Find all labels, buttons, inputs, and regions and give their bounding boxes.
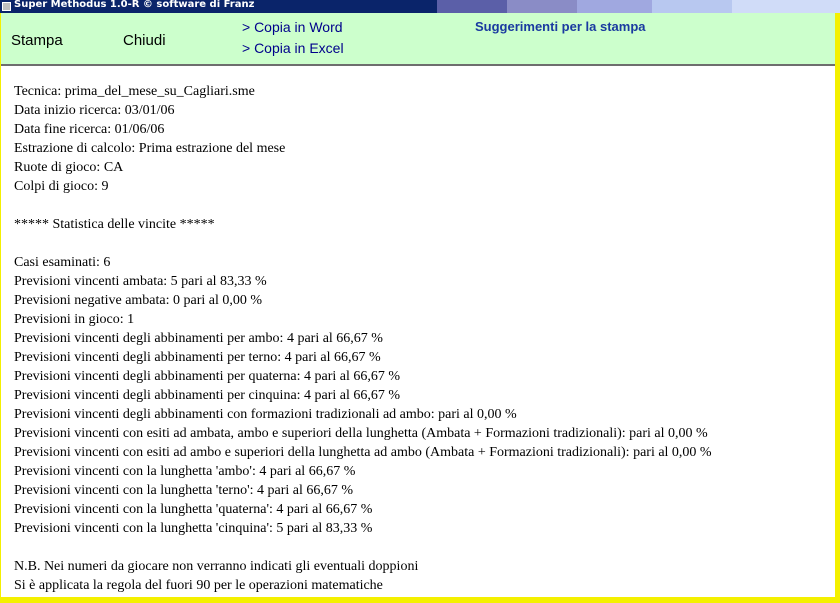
title-bar-segment: [507, 0, 577, 13]
title-bar: [0, 0, 840, 13]
report-line: [14, 196, 712, 215]
report-line: Colpi di gioco: 9: [14, 179, 109, 194]
title-bar-segment: [652, 0, 732, 13]
report-line: Previsioni vincenti con la lunghetta 'quaterna': 4 pari al 66,67 %: [14, 502, 373, 517]
title-bar-segment: [577, 0, 652, 13]
copy-to-excel-link[interactable]: > Copia in Excel: [242, 40, 344, 56]
window-title: Super Methodus 1.0-R © software di Franz: [14, 0, 255, 10]
report-line: Previsioni vincenti degli abbinamenti per cinquina: 4 pari al 66,67 %: [14, 388, 401, 403]
report-line: Casi esaminati: 6: [14, 255, 111, 270]
report-line: Previsioni vincenti degli abbinamenti per ambo: 4 pari al 66,67 %: [14, 331, 383, 346]
app-icon[interactable]: [2, 2, 11, 11]
report-line: Previsioni vincenti degli abbinamenti con formazioni tradizionali ad ambo: pari al 0,00 %: [14, 407, 517, 422]
report-line: Previsioni vincenti degli abbinamenti per terno: 4 pari al 66,67 %: [14, 350, 381, 365]
report-line: Previsioni vincenti con esiti ad ambata, ambo e superiori della lunghetta (Ambata + Formazioni tradizionali): pari al 0,00 %: [14, 426, 708, 441]
report-line: Data inizio ricerca: 03/01/06: [14, 103, 175, 118]
title-bar-segment: [437, 0, 507, 13]
print-button[interactable]: Stampa: [11, 32, 63, 49]
report-text: [14, 82, 712, 595]
title-bar-segment: [732, 0, 840, 13]
toolbar: [1, 13, 835, 64]
report-line: Previsioni vincenti con la lunghetta 'terno': 4 pari al 66,67 %: [14, 483, 354, 498]
report-line: Previsioni vincenti con la lunghetta 'ambo': 4 pari al 66,67 %: [14, 464, 356, 479]
report-line: Previsioni vincenti con esiti ad ambo e superiori della lunghetta ad ambo (Ambata + Formazioni tradizionali): pari al 0,00 %: [14, 445, 712, 460]
report-line: Previsioni vincenti degli abbinamenti per quaterna: 4 pari al 66,67 %: [14, 369, 401, 384]
print-tips-link[interactable]: Suggerimenti per la stampa: [475, 19, 646, 34]
report-line: Previsioni vincenti ambata: 5 pari al 83,33 %: [14, 274, 267, 289]
copy-to-word-link[interactable]: > Copia in Word: [242, 19, 343, 35]
report-line: Si è applicata la regola del fuori 90 per le operazioni matematiche: [14, 578, 383, 593]
report-line: Previsioni vincenti con la lunghetta 'cinquina': 5 pari al 83,33 %: [14, 521, 373, 536]
report-line: N.B. Nei numeri da giocare non verranno indicati gli eventuali doppioni: [14, 559, 419, 574]
report-line: Estrazione di calcolo: Prima estrazione del mese: [14, 141, 286, 156]
report-line: Previsioni negative ambata: 0 pari al 0,00 %: [14, 293, 263, 308]
report-line: ***** Statistica delle vincite *****: [14, 217, 215, 232]
report-line: Previsioni in gioco: 1: [14, 312, 135, 327]
report-line: [14, 538, 712, 557]
report-line: Tecnica: prima_del_mese_su_Cagliari.sme: [14, 84, 255, 99]
report-panel: [1, 64, 835, 597]
report-line: Ruote di gioco: CA: [14, 160, 124, 175]
close-button[interactable]: Chiudi: [123, 32, 166, 49]
report-line: [14, 234, 712, 253]
report-line: Data fine ricerca: 01/06/06: [14, 122, 165, 137]
